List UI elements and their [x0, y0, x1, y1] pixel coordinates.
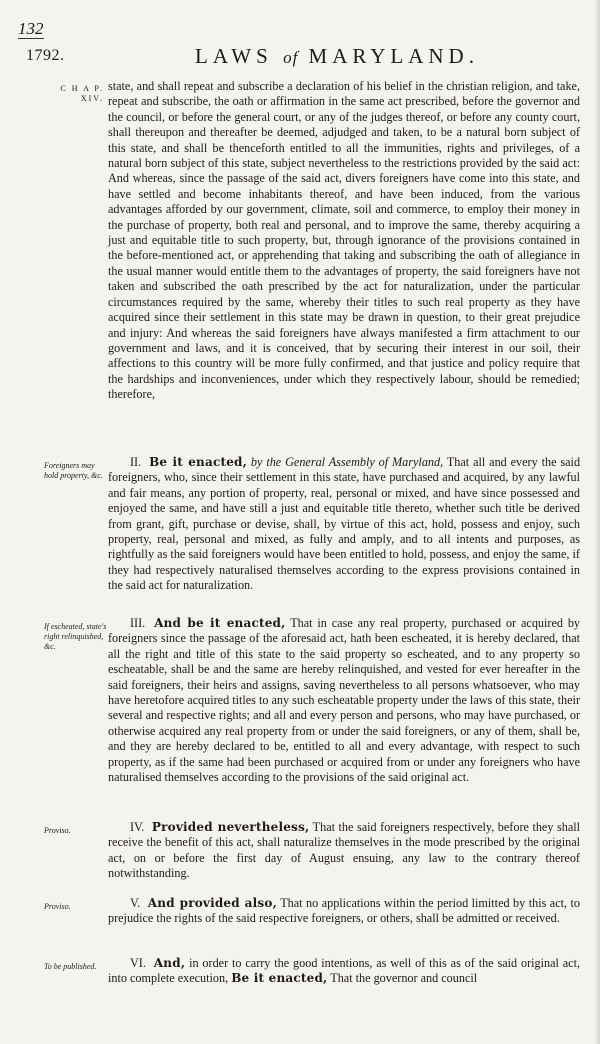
margin-note-proviso-1: Proviso.: [44, 826, 71, 835]
section-5-number: V.: [130, 896, 141, 910]
section-2: [108, 455, 580, 594]
section-2-text: That all and every the said foreigners, who, since their settlement in this state, have purchased and acquired, by any lawful and fair means, any portion of property, real, personal or mixed, and have since possessed and enjoyed the same, and have still a just and equitable title thereto, whether such title be derived from grant, gift, purchase or devise, shall, by virtue of this act, hold, possess and enjoy, such property, real, personal and mixed, as fully and amply, and to all intents and purposes, as rightfully as the said foreigners would have been entitled to hold, possess, and enjoy the same, if they had respectively naturalised themselves according to the express provisions contained in the said act for naturalization.: [108, 455, 581, 593]
section-6: [108, 956, 580, 987]
section-3-enacting-words: And be it enacted,: [154, 616, 286, 630]
section-5-text: That no applications within the period limitted by this act, to prejudice the rights of the said respective foreigners, or others, shall be admitted or received.: [108, 896, 581, 926]
section-4: [108, 820, 580, 882]
section-6-text: That the governor and council: [330, 971, 478, 986]
section-6-number: VI.: [130, 956, 146, 970]
margin-note-publish: To be published.: [44, 962, 97, 971]
year-header: 1792.: [26, 47, 65, 64]
section-2-number: II.: [130, 455, 142, 469]
section-3-number: III.: [130, 616, 146, 630]
section-2-assembly: by the General Assembly of Maryland,: [250, 455, 444, 469]
preamble-paragraph: state, and shall repeat and subscribe a declaration of his belief in the christian religion, and take, repeat and subscribe, the oath or affirmation in the same act prescribed, before the governor and the council, or before the general court, or any of the judges thereof, or before any county court, shall thereupon and thereafter be deemed, adjudged and taken, to be a natural born subject of this state, and shall be thenceforth entitled to all the immunities, rights and privileges, of a natural born subject of this state, subject nevertheless to the restrictions provided by the said act: And whereas, since the passage of the said act, divers foreigners have come into this state, and have settled and become inhabitants thereof, and have been induced, from the various advantages afforded by our government, climate, soil and commerce, to employ their money in the purchase of property, both real and personal, and to improve the same, thereby acquiring a just and equitable title to such property, but, through ignorance of the provisions contained in the before-mentioned act, or apprehending that taking and subscribing the oath of allegiance in the usual manner would entitle them to the advantages of property, the said foreigners have not taken and subscribed the oath prescribed by the act for naturalization, under the particular circumstances required by the same, whereby their titles to such real property as they have acquired since their settlement in this state may be drawn in question, to their great prejudice and injury: And whereas the said foreigners have always manifested a firm attachment to our government and laws, and it is conceived, that by securing their interest in our soil, their affections to this country will be more fully confirmed, and that justice and policy require that the hardships and inconveniences, under which they respectively labour, should be remedied; therefore,: [108, 79, 580, 402]
section-2-enacting-words: Be it enacted,: [149, 455, 248, 469]
margin-note-chapter: C H A P. XIV.: [60, 84, 104, 103]
section-6-purpose: in order to carry the good intentions, as well of this as of the said original act, into complete execution,: [108, 956, 581, 986]
margin-note-proviso-2: Proviso.: [44, 902, 71, 911]
section-3: [108, 616, 580, 785]
title-of: of: [283, 48, 299, 67]
scan-shadow-edge: [594, 0, 600, 1044]
section-4-number: IV.: [130, 820, 145, 834]
section-5: [108, 896, 580, 927]
margin-note-foreigners: Foreigners may hold property, &c.: [44, 461, 103, 480]
section-4-text: That the said foreigners respectively, before they shall receive the benefit of this act, shall naturalize themselves in the mode prescribed by the original act, on or before the first day of August ensuing, any law to the contrary thereof notwithstanding.: [108, 820, 580, 881]
section-5-proviso-words: And provided also,: [147, 896, 277, 910]
title-laws: LAWS: [195, 44, 273, 68]
section-6-and-word: And,: [153, 956, 186, 970]
section-6-enacting-words: Be it enacted,: [231, 971, 328, 986]
section-4-proviso-words: Provided nevertheless,: [151, 820, 310, 834]
section-3-text: That in case any real property, purchased or acquired by foreigners since the passage of the aforesaid act, hath been escheated, it is hereby declared, that all the right and title of this state to the said property so escheated, and to any property so escheatable, shall be and the same are hereby relinquished, and vested for ever hereafter in the said foreigners, their heirs and assigns, saving nevertheless to all persons whatsoever, who may have heretofore acquired titles to any such escheatable property under the laws of this state, their several and respective rights; and all and every person and persons, who may have purchased, or otherwise acquired any real property from or under the said foreigners, or any of them, shall be, and they are hereby declared to be, entitled to all and every advantage, with respect to such property, as if the same had been purchased or acquired from or under any foreigners who have naturalised themselves according to the provisions of the said original act.: [108, 616, 581, 785]
running-head: [112, 44, 562, 69]
title-state: MARYLAND.: [308, 44, 479, 68]
margin-note-escheated: If escheated, state's right relinquished, &c.: [44, 622, 107, 651]
page-number: 132: [18, 19, 44, 38]
